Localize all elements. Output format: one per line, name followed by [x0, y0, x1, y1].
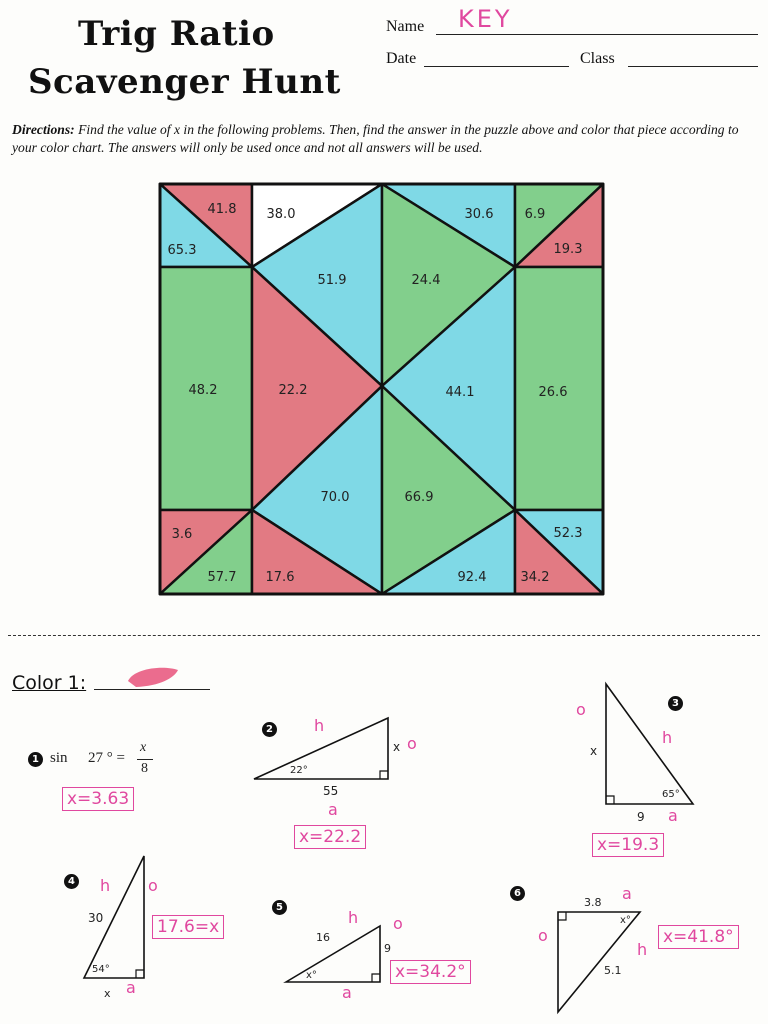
problem-6-answer: x=41.8°	[658, 925, 739, 949]
puzzle-piece-label: 24.4	[411, 273, 441, 288]
problem-4-angle: 54°	[92, 964, 110, 975]
puzzle-piece-label: 38.0	[266, 207, 296, 222]
puzzle-piece-label: 66.9	[404, 490, 434, 505]
problem-3-ink-a: a	[668, 806, 678, 825]
problem-4-ink-o: o	[148, 876, 158, 895]
problem-2-angle: 22°	[290, 765, 308, 776]
problem-3-number: 3	[668, 696, 683, 711]
puzzle-piece-label: 3.6	[171, 527, 193, 542]
date-line[interactable]	[424, 66, 569, 67]
problem-5-side: 9	[384, 942, 391, 955]
directions-lead: Directions:	[12, 122, 75, 137]
puzzle-piece-label: 22.2	[278, 383, 308, 398]
problem-6-top: 3.8	[584, 896, 602, 909]
divider	[8, 635, 760, 636]
problem-5-answer: x=34.2°	[390, 960, 471, 984]
puzzle-piece-label: 34.2	[520, 570, 550, 585]
problem-3-side: x	[590, 744, 598, 758]
problem-5-hyp: 16	[316, 931, 330, 944]
problem-4-base: x	[104, 987, 111, 1000]
puzzle-piece-label: 92.4	[457, 570, 487, 585]
problem-3-ink-o: o	[576, 700, 586, 719]
problem-2-ink-h: h	[314, 716, 325, 735]
problem-5-ink-a: a	[342, 983, 352, 1002]
puzzle	[150, 175, 615, 605]
red-swatch	[124, 664, 182, 690]
problem-2-base: 55	[323, 784, 339, 798]
puzzle-piece-label: 19.3	[553, 242, 583, 257]
problem-2-ink-a: a	[328, 800, 338, 819]
directions	[12, 121, 752, 157]
title-line-1: Trig Ratio	[78, 14, 275, 54]
puzzle-piece-label: 51.9	[317, 273, 347, 288]
puzzle-piece-label: 26.6	[538, 385, 568, 400]
puzzle-piece-label: 70.0	[320, 490, 350, 505]
problem-2-triangle	[250, 712, 400, 787]
class-line[interactable]	[628, 66, 758, 67]
problem-5-triangle	[282, 918, 387, 988]
title-line-2: Scavenger Hunt	[28, 62, 341, 102]
problem-6-number: 6	[510, 886, 525, 901]
problem-1-frac-bar	[137, 759, 153, 760]
problem-2-answer: x=22.2	[294, 825, 366, 849]
problem-1-frac-den: 8	[141, 761, 148, 776]
problem-3-base: 9	[637, 810, 645, 824]
name-line[interactable]	[436, 34, 758, 35]
problem-1-number: 1	[28, 752, 43, 767]
problem-5-angle: x°	[306, 970, 317, 981]
directions-text: Find the value of x in the following problems. Then, find the answer in the puzzle above and color that piece according to your color chart. The answers will only be used once and not all answers will be used.	[12, 122, 739, 155]
puzzle-piece-label: 57.7	[207, 570, 237, 585]
class-label: Class	[580, 50, 615, 67]
problem-4-ink-a: a	[126, 978, 136, 997]
problem-2-ink-o: o	[407, 734, 417, 753]
problem-3-triangle	[596, 678, 701, 813]
problem-2-number: 2	[262, 722, 277, 737]
puzzle-piece-label: 17.6	[265, 570, 295, 585]
problem-1-sin: sin	[50, 750, 68, 766]
problem-6-hyp: 5.1	[604, 964, 622, 977]
problem-5-number: 5	[272, 900, 287, 915]
problem-2-side: x	[393, 740, 401, 754]
puzzle-piece-label: 44.1	[445, 385, 475, 400]
problem-4-ink-h: h	[100, 876, 111, 895]
puzzle-piece-label: 65.3	[167, 243, 197, 258]
puzzle-piece-label: 52.3	[553, 526, 583, 541]
problem-4-answer: 17.6=x	[152, 915, 224, 939]
problem-1-angle: 27 ° =	[88, 750, 125, 766]
name-value: KEY	[458, 5, 513, 33]
problem-6-angle: x°	[620, 915, 631, 926]
problem-6-ink-a: a	[622, 884, 632, 903]
problem-3-angle: 65°	[662, 789, 680, 800]
problem-6-ink-h: h	[637, 940, 648, 959]
puzzle-piece-label: 30.6	[464, 207, 494, 222]
problem-6-triangle	[552, 906, 647, 1018]
problem-4-number: 4	[64, 874, 79, 889]
problem-6-ink-o: o	[538, 926, 548, 945]
date-label: Date	[386, 50, 417, 67]
name-label: Name	[386, 18, 425, 35]
problem-1-answer: x=3.63	[62, 787, 134, 811]
puzzle-piece-label: 41.8	[207, 202, 237, 217]
problem-5-ink-o: o	[393, 914, 403, 933]
puzzle-piece-label: 48.2	[188, 383, 218, 398]
problem-1-frac-num: x	[140, 740, 147, 755]
problem-5-ink-h: h	[348, 908, 359, 927]
puzzle-piece-label: 6.9	[524, 207, 546, 222]
problem-3-answer: x=19.3	[592, 833, 664, 857]
problem-3-ink-h: h	[662, 728, 673, 747]
problem-4-hyp: 30	[88, 911, 104, 925]
color-label: Color 1:	[12, 672, 87, 694]
